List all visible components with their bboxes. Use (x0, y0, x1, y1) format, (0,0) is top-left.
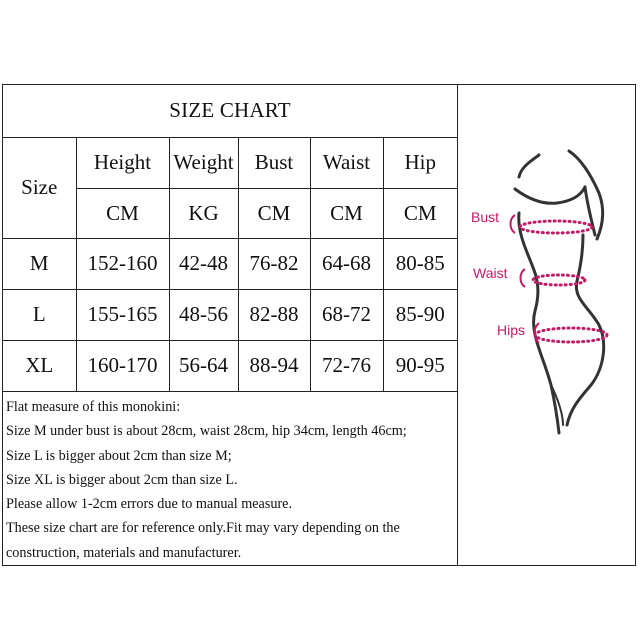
cell-value: 82-88 (238, 289, 310, 340)
table-row (3, 289, 457, 340)
size-column-header: Size (3, 137, 76, 238)
hips-label: Hips (497, 322, 526, 338)
measurement-notes (6, 395, 456, 565)
cell-value: 72-76 (310, 340, 383, 391)
cell-value: 56-64 (169, 340, 238, 391)
size-chart-table (3, 85, 457, 392)
header-hip: Hip (383, 137, 457, 188)
header-bust: Bust (238, 137, 310, 188)
waist-label: Waist (473, 265, 508, 281)
note-line: Flat measure of this monokini: (6, 399, 181, 415)
cell-value: 155-165 (76, 289, 169, 340)
unit-bust: CM (238, 188, 310, 238)
note-line: Please allow 1-2cm errors due to manual measure. (6, 496, 293, 513)
size-table-panel (3, 85, 458, 565)
note-line: Size M under bust is about 28cm, waist 28cm, hip 34cm, length 46cm; (6, 423, 407, 440)
cell-value: 90-95 (383, 340, 457, 391)
note-line: Size L is bigger about 2cm than size M; (6, 447, 232, 464)
unit-waist: CM (310, 188, 383, 238)
cell-value: 68-72 (310, 289, 383, 340)
cell-value: 152-160 (76, 238, 169, 289)
note-line: These size chart are for reference only.Fit may vary depending on the (6, 520, 400, 537)
bust-label: Bust (471, 209, 500, 225)
cell-value: 88-94 (238, 340, 310, 391)
unit-weight: KG (169, 188, 238, 238)
table-row (3, 340, 457, 391)
unit-hip: CM (383, 188, 457, 238)
unit-height: CM (76, 188, 169, 238)
table-row (3, 238, 457, 289)
cell-value: 160-170 (76, 340, 169, 391)
cell-value: 80-85 (383, 238, 457, 289)
size-chart-frame (2, 84, 636, 566)
header-height: Height (76, 137, 169, 188)
cell-value: 85-90 (383, 289, 457, 340)
row-size-m: M (3, 238, 76, 289)
cell-value: 76-82 (238, 238, 310, 289)
body-measurement-figure (459, 85, 635, 565)
cell-value: 42-48 (169, 238, 238, 289)
header-waist: Waist (310, 137, 383, 188)
row-size-l: L (3, 289, 76, 340)
header-weight: Weight (169, 137, 238, 188)
body-silhouette-icon (459, 85, 635, 565)
chart-title: SIZE CHART (3, 85, 457, 137)
note-line: construction, materials and manufacturer. (6, 544, 242, 561)
cell-value: 64-68 (310, 238, 383, 289)
note-line: Size XL is bigger about 2cm than size L. (6, 471, 238, 488)
cell-value: 48-56 (169, 289, 238, 340)
row-size-xl: XL (3, 340, 76, 391)
